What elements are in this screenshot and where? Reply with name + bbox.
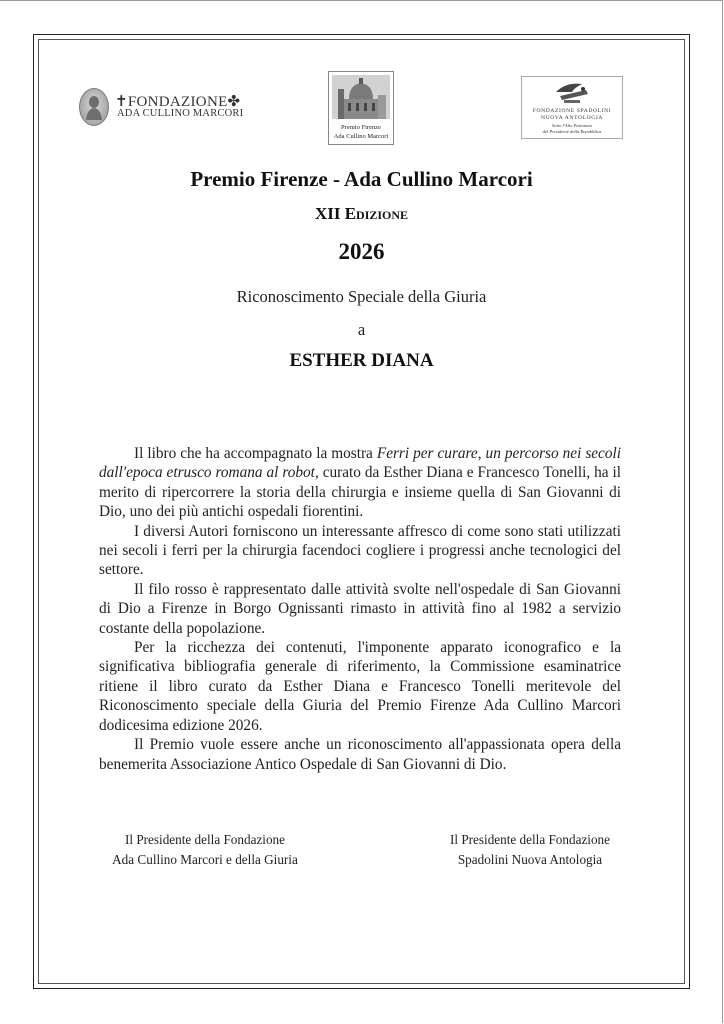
award-connector: a	[357, 320, 366, 339]
book-subtitle: un percorso nei secoli dall'epoca etrusco romana al robot	[99, 445, 621, 482]
award-title: Premio Firenze - Ada Cullino Marcori	[190, 167, 533, 191]
paragraph-2: I diversi Autori forniscono un interessante affresco di come sono stati utilizzati nei secoli i ferri per la chirurgia facendoci cogliere i progressi anche tecnologici del settore.	[99, 522, 621, 579]
book-title: Ferri per curare	[376, 445, 478, 462]
signature-left-org: Ada Cullino Marcori e della Giuria	[112, 852, 298, 867]
winged-emblem-icon	[552, 80, 592, 111]
fondazione-logo	[79, 88, 249, 128]
recipient-name: ESTHER DIANA	[289, 350, 434, 371]
portrait-medallion-icon	[79, 88, 109, 126]
signature-right	[420, 830, 640, 870]
edition-heading	[38, 204, 685, 224]
cathedral-image-icon	[332, 75, 390, 119]
spadolini-logo	[521, 76, 623, 139]
edition-number: XII	[314, 204, 341, 223]
signature-left-role: Il Presidente della Fondazione	[124, 832, 286, 847]
signature-right-org: Spadolini Nuova Antologia	[457, 852, 603, 867]
spadolini-line-1: FONDAZIONE SPADOLINI	[532, 108, 612, 114]
fondazione-subname: ADA CULLINO MARCORI	[117, 108, 244, 119]
fondazione-name: ✝FONDAZIONE✤	[115, 94, 241, 110]
paragraph-1: Il libro che ha accompagnato la mostra Ferri per curare, un percorso nei secoli dall'epoca etrusco romana al robot, curato da Esther Diana e Francesco Tonelli, ha il merito di ripercorrere la storia della chirurgia e insieme quella di San Giovanni di Dio, uno dei più antichi ospedali fiorentini.	[99, 445, 621, 521]
paragraph-4: Per la ricchezza dei contenuti, l'imponente apparato iconografico e la significativa bibliografia generale di riferimento, la Commissione esaminatrice ritiene il libro curato da Esther Diana e Francesco Tonelli meritevole del Riconoscimento speciale della Giuria del Premio Firenze Ada Cullino Marcori dodicesima edizione 2026.	[99, 639, 621, 734]
signature-left	[95, 830, 315, 870]
award-category: Riconoscimento Speciale della Giuria	[236, 287, 487, 306]
paragraph-5: Il Premio vuole essere anche un riconoscimento all'appassionata opera della benemerita Associazione Antico Ospedale di San Giovanni di Dio.	[99, 736, 621, 773]
edition-word: Edizione	[344, 204, 409, 223]
paragraph-3: Il filo rosso è rappresentato dalle attività svolte nell'ospedale di San Giovanni di Dio a Firenze in Borgo Ognissanti rimasto in attività fino al 1982 a servizio costante della popolazione.	[99, 580, 621, 637]
premio-firenze-logo	[328, 71, 394, 145]
spadolini-line-3: Sotto l'Alto Patronato	[551, 123, 593, 128]
premio-logo-caption-2: Ada Cullino Marcori	[333, 133, 389, 140]
award-year: 2026	[338, 239, 385, 264]
premio-logo-caption-1: Premio Firenze	[341, 124, 381, 131]
spadolini-line-4: del Presidente della Repubblica	[542, 129, 602, 134]
spadolini-line-2: NUOVA ANTOLOGIA	[540, 115, 604, 121]
motivation-text	[99, 444, 621, 774]
signature-right-role: Il Presidente della Fondazione	[449, 832, 611, 847]
